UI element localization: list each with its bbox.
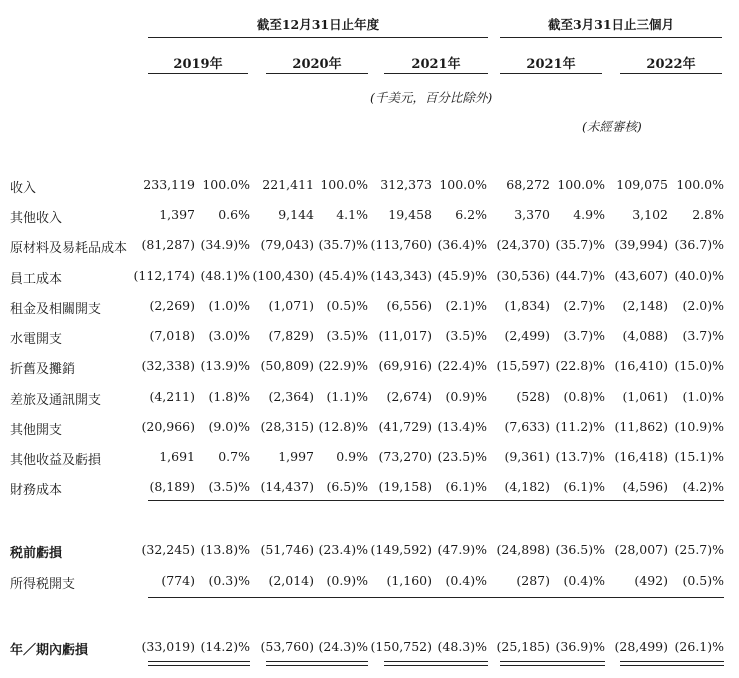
column-header-2021: 2021年 [411, 57, 461, 72]
amount-cell: (2,148) [622, 298, 668, 313]
row-label: 其他收入 [10, 211, 63, 226]
percent-cell: (3.5)% [326, 328, 368, 343]
percent-cell: (6.5)% [326, 479, 368, 494]
column-header-2020: 2020年 [292, 57, 342, 72]
amount-cell: 1,997 [278, 449, 314, 464]
amount-cell: (24,898) [496, 542, 550, 557]
amount-cell: (287) [516, 573, 550, 588]
percent-cell: (36.7)% [674, 237, 724, 252]
column-rule-2019 [148, 73, 248, 74]
percent-cell: (12.8)% [318, 419, 368, 434]
percent-cell: 4.9% [573, 207, 605, 222]
percent-cell: (0.9)% [445, 389, 487, 404]
percent-cell: (0.3)% [208, 573, 250, 588]
amount-cell: (2,499) [504, 328, 550, 343]
amount-cell: 1,691 [159, 449, 195, 464]
amount-cell: 19,458 [388, 207, 432, 222]
column-rule-2021 [384, 73, 488, 74]
percent-cell: (1.8)% [208, 389, 250, 404]
percent-cell: 0.7% [218, 449, 250, 464]
percent-cell: (22.4)% [437, 358, 487, 373]
percent-cell: (22.8)% [555, 358, 605, 373]
amount-cell: (528) [516, 389, 550, 404]
amount-cell: 312,373 [380, 177, 432, 192]
amount-cell: (50,809) [260, 358, 314, 373]
column-rule-q2021 [500, 73, 602, 74]
percent-cell: (35.7)% [318, 237, 368, 252]
percent-cell: (3.5)% [445, 328, 487, 343]
percent-cell: (4.2)% [682, 479, 724, 494]
percent-cell: (34.9)% [200, 237, 250, 252]
amount-cell: (15,597) [496, 358, 550, 373]
amount-cell: 3,102 [632, 207, 668, 222]
percent-cell: (24.3)% [318, 639, 368, 654]
percent-cell: (45.4)% [318, 268, 368, 283]
row-label: 水電開支 [10, 332, 63, 347]
double-underline [500, 661, 605, 666]
percent-cell: (13.9)% [200, 358, 250, 373]
row-label: 原材料及易耗品成本 [10, 241, 128, 256]
percent-cell: (47.9)% [437, 542, 487, 557]
amount-cell: (774) [161, 573, 195, 588]
column-header-q2022: 2022年 [646, 57, 696, 72]
percent-cell: 6.2% [455, 207, 487, 222]
amount-cell: 109,075 [616, 177, 668, 192]
amount-cell: 68,272 [506, 177, 550, 192]
double-underline [266, 661, 368, 666]
amount-cell: (7,633) [504, 419, 550, 434]
row-label: 員工成本 [10, 272, 63, 287]
row-label: 其他開支 [10, 423, 63, 438]
amount-cell: 3,370 [514, 207, 550, 222]
percent-cell: (1.0)% [208, 298, 250, 313]
amount-cell: (28,007) [614, 542, 668, 557]
amount-cell: (69,916) [378, 358, 432, 373]
percent-cell: (48.3)% [437, 639, 487, 654]
subtotal-rule [148, 500, 724, 501]
percent-cell: 2.8% [692, 207, 724, 222]
amount-cell: (16,418) [614, 449, 668, 464]
percent-cell: (1.0)% [682, 389, 724, 404]
group-header-quarter-rule [500, 37, 722, 38]
percent-cell: (3.5)% [208, 479, 250, 494]
percent-cell: (15.0)% [674, 358, 724, 373]
percent-cell: (1.1)% [326, 389, 368, 404]
percent-cell: (3.0)% [208, 328, 250, 343]
percent-cell: 4.1% [336, 207, 368, 222]
percent-cell: (0.4)% [445, 573, 487, 588]
percent-cell: (10.9)% [674, 419, 724, 434]
amount-cell: (2,014) [268, 573, 314, 588]
amount-cell: (24,370) [496, 237, 550, 252]
amount-cell: (73,270) [378, 449, 432, 464]
amount-cell: (4,182) [504, 479, 550, 494]
amount-cell: (1,834) [504, 298, 550, 313]
percent-cell: (3.7)% [682, 328, 724, 343]
percent-cell: (14.2)% [200, 639, 250, 654]
percent-cell: (13.4)% [437, 419, 487, 434]
amount-cell: (8,189) [149, 479, 195, 494]
amount-cell: (492) [634, 573, 668, 588]
percent-cell: (48.1)% [200, 268, 250, 283]
column-rule-2020 [266, 73, 368, 74]
percent-cell: (3.7)% [563, 328, 605, 343]
row-label: 税前虧損 [10, 546, 63, 561]
percent-cell: (45.9)% [437, 268, 487, 283]
amount-cell: (16,410) [614, 358, 668, 373]
percent-cell: (2.7)% [563, 298, 605, 313]
percent-cell: 100.0% [557, 177, 605, 192]
percent-cell: (0.8)% [563, 389, 605, 404]
amount-cell: (7,018) [149, 328, 195, 343]
row-label: 其他收益及虧損 [10, 453, 102, 468]
amount-cell: (79,043) [260, 237, 314, 252]
amount-cell: (2,269) [149, 298, 195, 313]
unit-note: (千美元，百分比除外) [370, 90, 493, 105]
amount-cell: (2,364) [268, 389, 314, 404]
amount-cell: (100,430) [252, 268, 314, 283]
amount-cell: (2,674) [386, 389, 432, 404]
group-header-quarter: 截至3月31日止三個月 [547, 17, 675, 32]
row-label: 所得税開支 [10, 577, 76, 592]
row-label: 租金及相關開支 [10, 302, 102, 317]
amount-cell: (150,752) [370, 639, 432, 654]
percent-cell: (13.7)% [555, 449, 605, 464]
amount-cell: (30,536) [496, 268, 550, 283]
amount-cell: 221,411 [262, 177, 314, 192]
double-underline [384, 661, 488, 666]
percent-cell: (26.1)% [674, 639, 724, 654]
percent-cell: (11.2)% [555, 419, 605, 434]
amount-cell: (28,499) [614, 639, 668, 654]
amount-cell: 9,144 [278, 207, 314, 222]
row-label: 年／期內虧損 [10, 643, 89, 658]
amount-cell: (32,338) [141, 358, 195, 373]
amount-cell: (112,174) [133, 268, 195, 283]
column-rule-q2022 [620, 73, 722, 74]
percent-cell: (35.7)% [555, 237, 605, 252]
percent-cell: (0.5)% [682, 573, 724, 588]
amount-cell: (32,245) [141, 542, 195, 557]
percent-cell: (36.9)% [555, 639, 605, 654]
percent-cell: 100.0% [320, 177, 368, 192]
amount-cell: (11,017) [378, 328, 432, 343]
percent-cell: (9.0)% [208, 419, 250, 434]
amount-cell: (19,158) [378, 479, 432, 494]
amount-cell: 1,397 [159, 207, 195, 222]
amount-cell: (41,729) [378, 419, 432, 434]
amount-cell: (33,019) [141, 639, 195, 654]
double-underline [148, 661, 250, 666]
amount-cell: (53,760) [260, 639, 314, 654]
amount-cell: (43,607) [614, 268, 668, 283]
percent-cell: (0.9)% [326, 573, 368, 588]
percent-cell: (2.0)% [682, 298, 724, 313]
group-header-year: 截至12月31日止年度 [256, 17, 380, 32]
percent-cell: 0.9% [336, 449, 368, 464]
percent-cell: 100.0% [202, 177, 250, 192]
percent-cell: (25.7)% [674, 542, 724, 557]
group-header-year-rule [148, 37, 488, 38]
amount-cell: (149,592) [370, 542, 432, 557]
percent-cell: 100.0% [676, 177, 724, 192]
row-label: 收入 [10, 181, 37, 196]
amount-cell: (81,287) [141, 237, 195, 252]
percent-cell: (36.5)% [555, 542, 605, 557]
percent-cell: (36.4)% [437, 237, 487, 252]
column-header-q2021: 2021年 [526, 57, 576, 72]
amount-cell: (9,361) [504, 449, 550, 464]
amount-cell: (28,315) [260, 419, 314, 434]
amount-cell: (1,160) [386, 573, 432, 588]
percent-cell: 0.6% [218, 207, 250, 222]
row-label: 差旅及通訊開支 [10, 393, 102, 408]
amount-cell: 233,119 [143, 177, 195, 192]
amount-cell: (4,596) [622, 479, 668, 494]
unaudited-note: (未經審核) [582, 119, 642, 134]
amount-cell: (39,994) [614, 237, 668, 252]
amount-cell: (7,829) [268, 328, 314, 343]
amount-cell: (20,966) [141, 419, 195, 434]
percent-cell: (6.1)% [445, 479, 487, 494]
percent-cell: (13.8)% [200, 542, 250, 557]
amount-cell: (51,746) [260, 542, 314, 557]
percent-cell: 100.0% [439, 177, 487, 192]
percent-cell: (15.1)% [674, 449, 724, 464]
amount-cell: (4,211) [149, 389, 195, 404]
percent-cell: (0.5)% [326, 298, 368, 313]
percent-cell: (23.5)% [437, 449, 487, 464]
amount-cell: (1,071) [268, 298, 314, 313]
row-label: 折舊及攤銷 [10, 362, 76, 377]
percent-cell: (23.4)% [318, 542, 368, 557]
amount-cell: (1,061) [622, 389, 668, 404]
amount-cell: (143,343) [370, 268, 432, 283]
percent-cell: (40.0)% [674, 268, 724, 283]
amount-cell: (11,862) [614, 419, 668, 434]
double-underline [620, 661, 724, 666]
amount-cell: (6,556) [386, 298, 432, 313]
amount-cell: (25,185) [496, 639, 550, 654]
tax-rule [148, 597, 724, 598]
amount-cell: (113,760) [370, 237, 432, 252]
amount-cell: (4,088) [622, 328, 668, 343]
percent-cell: (2.1)% [445, 298, 487, 313]
percent-cell: (6.1)% [563, 479, 605, 494]
percent-cell: (22.9)% [318, 358, 368, 373]
percent-cell: (0.4)% [563, 573, 605, 588]
column-header-2019: 2019年 [173, 57, 223, 72]
amount-cell: (14,437) [260, 479, 314, 494]
percent-cell: (44.7)% [555, 268, 605, 283]
row-label: 財務成本 [10, 483, 63, 498]
